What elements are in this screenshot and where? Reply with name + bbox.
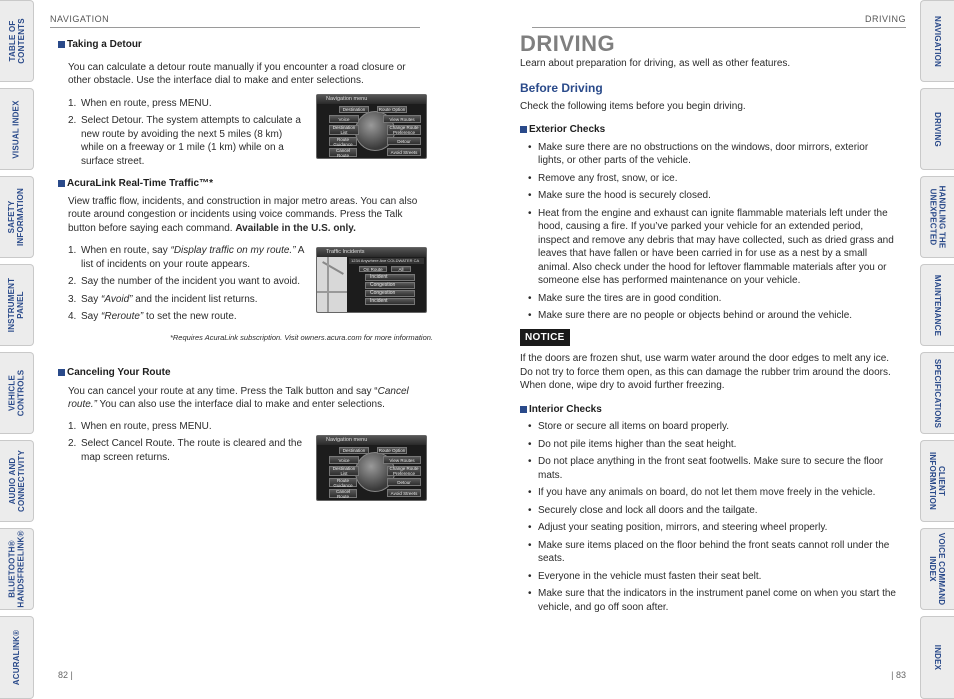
tab-handling-unexpected[interactable] — [920, 176, 954, 258]
list-item-text: Make sure items placed on the floor behind the front seats cannot roll under the seats. — [538, 539, 890, 564]
notice-label: NOTICE — [520, 329, 570, 347]
tab-driving[interactable] — [920, 88, 954, 170]
section-marker — [520, 126, 527, 133]
list-item: • Everyone in the vehicle must fasten their seat belt. — [528, 570, 762, 582]
step-text: Say the number of the incident you want to avoid. — [81, 276, 301, 287]
exterior-checks-text: Exterior Checks — [529, 124, 606, 135]
notice-text: If the doors are frozen shut, use warm water around the door edges to melt any ice. Do not try to force them open, as this can damage the rubber trim around the doors. When done, wipe dry to avoid further freezing. — [520, 353, 891, 391]
tab-label: TABLE OF CONTENTS — [7, 18, 26, 64]
list-item: 1. When en route, press MENU. — [68, 97, 212, 109]
tab-label: SPECIFICATIONS — [933, 358, 943, 428]
step-text-part: A list of incidents on your route appears. — [81, 245, 304, 270]
list-item: • Make sure that the indicators in the instrument panel come on when you start the vehicle, and go off soon after. — [528, 588, 896, 613]
menu-tile: Change Route Preference — [387, 466, 421, 476]
traffic-availability: Available in the U.S. only. — [235, 222, 356, 234]
list-item-text: Make sure that the indicators in the instrument panel come on when you start the vehicle, and go off soon after. — [538, 588, 896, 613]
list-item: • Securely close and lock all doors and the tailgate. — [528, 504, 758, 516]
list-item-text: Do not pile items higher than the seat height. — [538, 438, 737, 450]
tab-all: All — [391, 266, 411, 272]
tab-instrument-panel[interactable] — [0, 264, 34, 346]
menu-tile: Destination List — [329, 466, 359, 476]
left-page-header: NAVIGATION — [50, 14, 110, 24]
tab-label: AUDIO AND CONNECTIVITY — [7, 450, 26, 512]
list-item-text: Everyone in the vehicle must fasten their seat belt. — [538, 570, 762, 582]
incident-item: Incident — [365, 298, 415, 305]
voice-command: “Display traffic on my route.” — [170, 245, 296, 256]
tab-label: BLUETOOTH® HANDSFREELINK® — [7, 530, 26, 608]
section-marker — [58, 180, 65, 187]
screen-title: Navigation menu — [317, 436, 426, 445]
tab-vehicle-controls[interactable] — [0, 352, 34, 434]
list-item: • Make sure the hood is securely closed. — [528, 190, 711, 201]
tab-voice-command-index[interactable] — [920, 528, 954, 610]
menu-tile: Detour — [387, 137, 421, 145]
list-item: • Do not place anything in the front seat footwells. Make sure to secure the floor mats. — [528, 455, 896, 482]
list-item-text: Do not place anything in the front seat footwells. Make sure to secure the floor mats. — [538, 456, 884, 481]
tab-label: ACURALINK® — [12, 629, 22, 686]
step-text-part: When en route, say — [81, 245, 171, 256]
tab-label: VOICE COMMAND INDEX — [928, 532, 947, 606]
list-item-text: Securely close and lock all doors and the tailgate. — [538, 504, 758, 516]
traffic-title — [58, 177, 433, 191]
step-text: When en route, press MENU. — [81, 420, 212, 432]
step-text-part: and the incident list returns. — [132, 293, 258, 305]
incident-item: Incident — [365, 274, 415, 281]
screen-title: Traffic Incidents — [317, 248, 426, 257]
left-chapter-tabs — [0, 0, 34, 699]
interior-checks-list — [528, 420, 896, 614]
before-driving-intro: Check the following items before you begin driving. — [520, 100, 746, 112]
tab-label: HANDLING THE UNEXPECTED — [928, 185, 947, 249]
list-item: • Make sure there are no people or objects behind or around the vehicle. — [528, 310, 853, 321]
left-page-number: 82 | — [58, 670, 73, 680]
voice-command: “Avoid” — [101, 293, 133, 305]
notice-box — [520, 329, 896, 347]
exterior-checks-title — [520, 123, 896, 137]
cancel-title — [58, 366, 428, 380]
list-item-text: Make sure there are no obstructions on the windows, door mirrors, exterior lights, or other parts of the vehicle. — [538, 141, 869, 166]
list-item: 3. Say “Avoid” and the incident list returns. — [68, 293, 258, 305]
tab-label: DRIVING — [933, 111, 942, 147]
list-item: • Make sure the tires are in good condition. — [528, 292, 722, 304]
menu-tile: Voice — [329, 456, 359, 464]
list-item-text: If you have any animals on board, do not let them move freely in the vehicle. — [538, 487, 876, 498]
menu-tile: Voice — [329, 115, 359, 123]
list-item: 1. When en route, say “Display traffic on my route.” A list of incidents on your route appears. — [68, 244, 308, 271]
list-item-text: Remove any frost, snow, or ice. — [538, 172, 678, 184]
detour-steps — [68, 97, 306, 169]
cancel-intro-text: You can cancel your route at any time. Press the Talk button and say “ — [68, 385, 378, 397]
interior-checks-text: Interior Checks — [529, 403, 602, 415]
menu-tile: Avoid Streets — [387, 489, 421, 497]
tab-specifications[interactable] — [920, 352, 954, 434]
menu-tile: Route Option — [378, 107, 406, 112]
section-marker — [58, 369, 65, 376]
step-text: Select Cancel Route. The route is cleared and the map screen returns. — [81, 438, 303, 463]
driving-intro: Learn about preparation for driving, as well as other features. — [520, 57, 791, 69]
map-road — [317, 291, 347, 293]
cancel-title-text: Canceling Your Route — [67, 367, 171, 378]
menu-tile: Destination — [339, 447, 369, 454]
step-text — [81, 244, 308, 271]
section-marker — [520, 406, 527, 413]
right-chapter-tabs — [920, 0, 954, 699]
traffic-footnote: *Requires AcuraLink subscription. Visit owners.acura.com for more information. — [169, 332, 433, 342]
tab-label: INDEX — [932, 644, 942, 671]
right-page-number: | 83 — [891, 670, 906, 680]
detour-title — [58, 38, 428, 52]
menu-tile: Route Guidance — [329, 478, 357, 487]
incident-item: Congestion — [365, 282, 415, 289]
list-item: • Heat from the engine and exhaust can ignite flammable materials left under the hood, causing a fire. If you’ve parked your vehicle for an extended period, inspect and remove any debris that may have collected, such as dried grass and leaves that have fallen or have been carried in for use as a nest by a small animal. Also check under the hood for leftover flammable materials after you or someone else has performed maintenance on your vehicle. — [528, 207, 896, 288]
map-road — [322, 261, 344, 275]
incident-item: Congestion — [365, 290, 415, 297]
tab-label: VISUAL INDEX — [12, 99, 22, 159]
menu-tile: Route Guidance — [329, 137, 357, 146]
tab-visual-index[interactable] — [0, 88, 34, 170]
screen-title: Navigation menu — [317, 95, 426, 104]
list-item: 2. Select Detour. The system attempts to calculate a new route by avoiding the next 5 miles (8 km) while on a freeway or 1 mile (1 km) while on a surface street. — [68, 114, 306, 168]
tab-label: INSTRUMENT PANEL — [7, 277, 26, 333]
cancel-steps — [68, 420, 308, 465]
section-marker — [58, 41, 65, 48]
menu-tile: Route Option — [378, 448, 406, 453]
tab-label: NAVIGATION — [933, 15, 943, 67]
map-road — [327, 257, 329, 313]
navigation-menu-screenshot — [316, 435, 427, 501]
list-item: • Remove any frost, snow, or ice. — [528, 172, 678, 184]
traffic-steps — [68, 244, 308, 324]
traffic-incidents-screenshot — [316, 247, 427, 313]
tab-safety-information[interactable] — [0, 176, 34, 258]
menu-tile: Destination List — [329, 125, 359, 135]
cancel-intro-text: You can also use the interface dial to make and enter selections. — [96, 399, 385, 410]
list-item: • Adjust your seating position, mirrors, and steering wheel properly. — [528, 522, 828, 533]
exterior-checks-list — [528, 141, 896, 323]
before-driving-heading: Before Driving — [520, 81, 603, 95]
tab-client-information[interactable] — [920, 440, 954, 522]
menu-tile: Avoid Streets — [387, 148, 421, 156]
step-text-part: to set the new route. — [143, 311, 237, 322]
tab-index[interactable] — [920, 616, 954, 699]
list-item: 1. When en route, press MENU. — [68, 420, 212, 432]
navigation-menu-screenshot — [316, 94, 427, 159]
right-page-header: DRIVING — [864, 14, 906, 24]
step-text: When en route, press MENU. — [81, 97, 212, 109]
tab-audio-connectivity[interactable] — [0, 440, 34, 522]
detour-intro: You can calculate a detour route manually if you encounter a road closure or other obstacle. Use the interface dial to make and enter selections. — [68, 61, 406, 86]
tab-label: CLIENT INFORMATION — [928, 451, 947, 511]
tab-acuralink[interactable] — [0, 616, 34, 699]
step-text-part: Say — [81, 311, 102, 322]
cancel-intro — [68, 385, 418, 412]
step-text — [81, 310, 237, 324]
traffic-intro-text: View traffic flow, incidents, and construction in major metro areas. You can also route around congestion or incidents using voice commands. Press the Talk button before saying each command. — [68, 195, 418, 234]
header-divider — [50, 27, 420, 28]
list-item: 2. Select Cancel Route. The route is cleared and the map screen returns. — [68, 437, 308, 464]
list-item: • If you have any animals on board, do not let them move freely in the vehicle. — [528, 487, 876, 498]
interior-checks-title — [520, 403, 896, 417]
tab-navigation[interactable] — [920, 0, 954, 82]
list-item-text: Make sure there are no people or objects behind or around the vehicle. — [538, 310, 853, 321]
tab-label: VEHICLE CONTROLS — [7, 369, 26, 417]
tab-label: MAINTENANCE — [933, 274, 942, 336]
menu-tile: View Routes — [383, 115, 421, 123]
menu-tile: Destination — [339, 106, 369, 113]
tab-maintenance[interactable] — [920, 264, 954, 346]
menu-tile: Change Route Preference — [387, 125, 421, 135]
list-item: • Make sure items placed on the floor behind the front seats cannot roll under the seats. — [528, 539, 896, 566]
list-item: 2. Say the number of the incident you want to avoid. — [68, 276, 301, 287]
menu-tile: Detour — [387, 478, 421, 486]
driving-section — [520, 31, 896, 618]
voice-command: “Reroute” — [101, 311, 144, 322]
step-text — [81, 293, 258, 307]
menu-tile: Cancel Route — [329, 489, 357, 498]
list-item-text: Store or secure all items on board properly. — [538, 421, 730, 432]
menu-tile: View Routes — [383, 456, 421, 464]
menu-tile: Cancel Route — [329, 148, 357, 157]
detour-title-text: Taking a Detour — [67, 39, 142, 50]
tab-label: SAFETY INFORMATION — [7, 187, 26, 247]
traffic-intro — [68, 195, 430, 236]
list-item-text: Heat from the engine and exhaust can ignite flammable materials left under the hood, causing a fire. If you’ve parked your vehicle for an extended period, inspect and remove any debris that may have collected, such as dried grass and leaves that have fallen or have been carried in for use as a nest by a small animal. Also check under the hood for leftover flammable materials after you or someone else has performed maintenance on your vehicle. — [538, 207, 894, 286]
list-item: • Do not pile items higher than the seat height. — [528, 438, 737, 450]
list-item: • Store or secure all items on board properly. — [528, 421, 730, 432]
page-title: DRIVING — [520, 31, 616, 56]
tab-bluetooth-handsfreelink[interactable] — [0, 528, 34, 610]
list-item-text: Adjust your seating position, mirrors, and steering wheel properly. — [538, 522, 828, 533]
map-graphic — [317, 257, 347, 313]
voice-command: Cancel route.” — [68, 385, 409, 410]
traffic-title-text: AcuraLink Real-Time Traffic™* — [67, 178, 213, 189]
list-item: • Make sure there are no obstructions on the windows, door mirrors, exterior lights, or other parts of the vehicle. — [528, 141, 896, 168]
header-divider — [532, 27, 906, 28]
list-item-text: Make sure the hood is securely closed. — [538, 190, 711, 201]
list-item-text: Make sure the tires are in good condition. — [538, 292, 722, 304]
address-bar: 1234 Anywhere Ave COLDWATER CA — [349, 258, 424, 264]
tab-on-route: On Route — [359, 266, 387, 272]
step-text: Select Detour. The system attempts to calculate a new route by avoiding the next 5 miles (8 km) while on a freeway or 1 mile (1 km) while on a surface street. — [81, 115, 301, 167]
tab-table-of-contents[interactable] — [0, 0, 34, 82]
step-text-part: Say — [81, 293, 102, 305]
list-item: 4. Say “Reroute” to set the new route. — [68, 311, 237, 322]
